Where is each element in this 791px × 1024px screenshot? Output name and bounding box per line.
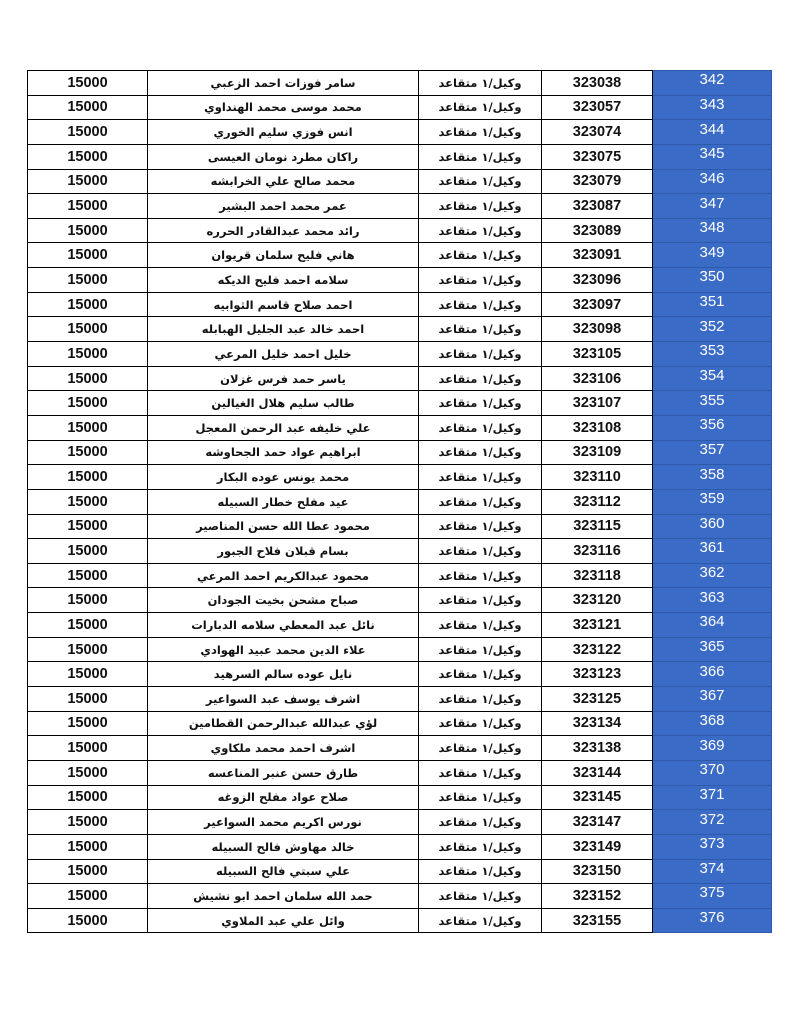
id-number-cell: 323112: [542, 489, 653, 514]
sequence-number-cell: [653, 588, 772, 613]
id-number-cell: 323038: [542, 71, 653, 96]
sequence-number-text: 361: [699, 539, 725, 557]
rank-cell: وكيل/١ متقاعد: [419, 243, 542, 268]
sequence-number-cell: [653, 317, 772, 342]
name-cell: عمر محمد احمد البشير: [148, 194, 419, 219]
name-cell: انس فوزي سليم الخوري: [148, 120, 419, 145]
amount-cell: 15000: [28, 440, 148, 465]
name-cell: راكان مطرد نومان العيسى: [148, 144, 419, 169]
sequence-number-text: 374: [699, 859, 725, 877]
table-row: [28, 859, 772, 884]
sequence-number-text: 344: [699, 120, 725, 138]
rank-cell: وكيل/١ متقاعد: [419, 489, 542, 514]
sequence-number-text: 366: [699, 662, 725, 680]
amount-cell: 15000: [28, 218, 148, 243]
name-cell: اشرف يوسف عبد السواعير: [148, 687, 419, 712]
amount-cell: 15000: [28, 194, 148, 219]
sequence-number-cell: [653, 613, 772, 638]
amount-cell: 15000: [28, 514, 148, 539]
sequence-number-text: 363: [699, 588, 725, 606]
sequence-number-text: 373: [699, 835, 725, 853]
table-body: [28, 71, 772, 933]
rank-cell: وكيل/١ متقاعد: [419, 736, 542, 761]
amount-cell: 15000: [28, 662, 148, 687]
table-row: [28, 711, 772, 736]
id-number-cell: 323096: [542, 268, 653, 293]
amount-cell: 15000: [28, 760, 148, 785]
id-number-cell: 323121: [542, 613, 653, 638]
sequence-number-cell: [653, 637, 772, 662]
sequence-number-text: 353: [699, 342, 725, 360]
id-number-cell: 323098: [542, 317, 653, 342]
name-cell: نايل عوده سالم السرهيد: [148, 662, 419, 687]
sequence-number-text: 349: [699, 243, 725, 261]
table-row: [28, 834, 772, 859]
table-row: [28, 489, 772, 514]
rank-cell: وكيل/١ متقاعد: [419, 908, 542, 933]
sequence-number-cell: [653, 95, 772, 120]
id-number-cell: 323155: [542, 908, 653, 933]
sequence-number-cell: [653, 169, 772, 194]
name-cell: علي سبتي فالح السبيله: [148, 859, 419, 884]
amount-cell: 15000: [28, 884, 148, 909]
rank-cell: وكيل/١ متقاعد: [419, 859, 542, 884]
rank-cell: وكيل/١ متقاعد: [419, 440, 542, 465]
sequence-number-cell: [653, 342, 772, 367]
table-row: [28, 884, 772, 909]
amount-cell: 15000: [28, 415, 148, 440]
rank-cell: وكيل/١ متقاعد: [419, 613, 542, 638]
name-cell: هاني فليح سلمان قريوان: [148, 243, 419, 268]
rank-cell: وكيل/١ متقاعد: [419, 415, 542, 440]
table-row: [28, 760, 772, 785]
sequence-number-text: 359: [699, 490, 725, 508]
id-number-cell: 323145: [542, 785, 653, 810]
id-number-cell: 323089: [542, 218, 653, 243]
sequence-number-cell: [653, 785, 772, 810]
amount-cell: 15000: [28, 539, 148, 564]
sequence-number-cell: [653, 760, 772, 785]
table-row: [28, 292, 772, 317]
id-number-cell: 323074: [542, 120, 653, 145]
sequence-number-text: 375: [699, 884, 725, 902]
amount-cell: 15000: [28, 120, 148, 145]
id-number-cell: 323120: [542, 588, 653, 613]
name-cell: حمد الله سلمان احمد ابو نشيش: [148, 884, 419, 909]
sequence-number-text: 360: [699, 514, 725, 532]
name-cell: ابراهيم عواد حمد الجحاوشه: [148, 440, 419, 465]
id-number-cell: 323108: [542, 415, 653, 440]
rank-cell: وكيل/١ متقاعد: [419, 169, 542, 194]
id-number-cell: 323123: [542, 662, 653, 687]
rank-cell: وكيل/١ متقاعد: [419, 120, 542, 145]
sequence-number-text: 352: [699, 317, 725, 335]
amount-cell: 15000: [28, 465, 148, 490]
sequence-number-cell: [653, 71, 772, 96]
name-cell: محمود عبدالكريم احمد المرعي: [148, 563, 419, 588]
name-cell: سلامه احمد فليح الديكه: [148, 268, 419, 293]
table-row: [28, 637, 772, 662]
sequence-number-cell: [653, 194, 772, 219]
sequence-number-text: 351: [699, 293, 725, 311]
sequence-number-cell: [653, 218, 772, 243]
table-row: [28, 317, 772, 342]
sequence-number-text: 357: [699, 440, 725, 458]
sequence-number-text: 371: [699, 785, 725, 803]
table-row: [28, 613, 772, 638]
name-cell: احمد صلاح قاسم الثوابيه: [148, 292, 419, 317]
rank-cell: وكيل/١ متقاعد: [419, 563, 542, 588]
sequence-number-text: 370: [699, 761, 725, 779]
rank-cell: وكيل/١ متقاعد: [419, 711, 542, 736]
name-cell: طارق حسن عنبر المناعسه: [148, 760, 419, 785]
sequence-number-text: 345: [699, 145, 725, 163]
id-number-cell: 323097: [542, 292, 653, 317]
sequence-number-text: 348: [699, 219, 725, 237]
rank-cell: وكيل/١ متقاعد: [419, 687, 542, 712]
amount-cell: 15000: [28, 342, 148, 367]
id-number-cell: 323075: [542, 144, 653, 169]
table-row: [28, 687, 772, 712]
rank-cell: وكيل/١ متقاعد: [419, 95, 542, 120]
sequence-number-text: 358: [699, 465, 725, 483]
sequence-number-text: 342: [699, 71, 725, 89]
rank-cell: وكيل/١ متقاعد: [419, 292, 542, 317]
name-cell: علي خليفه عبد الرحمن المعجل: [148, 415, 419, 440]
sequence-number-text: 368: [699, 711, 725, 729]
sequence-number-cell: [653, 144, 772, 169]
sequence-number-cell: [653, 539, 772, 564]
amount-cell: 15000: [28, 169, 148, 194]
sequence-number-cell: [653, 120, 772, 145]
sequence-number-text: 347: [699, 194, 725, 212]
amount-cell: 15000: [28, 834, 148, 859]
amount-cell: 15000: [28, 711, 148, 736]
table-row: [28, 169, 772, 194]
amount-cell: 15000: [28, 736, 148, 761]
id-number-cell: 323106: [542, 366, 653, 391]
sequence-number-cell: [653, 736, 772, 761]
table-row: [28, 588, 772, 613]
id-number-cell: 323138: [542, 736, 653, 761]
table-row: [28, 144, 772, 169]
table-row: [28, 342, 772, 367]
table-row: [28, 268, 772, 293]
rank-cell: وكيل/١ متقاعد: [419, 810, 542, 835]
table-row: [28, 71, 772, 96]
name-cell: نائل عبد المعطي سلامه الدبارات: [148, 613, 419, 638]
rank-cell: وكيل/١ متقاعد: [419, 834, 542, 859]
amount-cell: 15000: [28, 613, 148, 638]
sequence-number-text: 376: [699, 909, 725, 927]
sequence-number-text: 372: [699, 810, 725, 828]
rank-cell: وكيل/١ متقاعد: [419, 637, 542, 662]
id-number-cell: 323105: [542, 342, 653, 367]
id-number-cell: 323144: [542, 760, 653, 785]
name-cell: محمد موسى محمد الهنداوي: [148, 95, 419, 120]
payment-table: [27, 70, 772, 933]
table-row: [28, 440, 772, 465]
amount-cell: 15000: [28, 908, 148, 933]
id-number-cell: 323118: [542, 563, 653, 588]
id-number-cell: 323125: [542, 687, 653, 712]
name-cell: محمد صالح علي الخرابشه: [148, 169, 419, 194]
id-number-cell: 323149: [542, 834, 653, 859]
rank-cell: وكيل/١ متقاعد: [419, 539, 542, 564]
table-row: [28, 908, 772, 933]
amount-cell: 15000: [28, 95, 148, 120]
table-row: [28, 391, 772, 416]
name-cell: رائد محمد عبدالقادر الحرره: [148, 218, 419, 243]
rank-cell: وكيل/١ متقاعد: [419, 71, 542, 96]
amount-cell: 15000: [28, 317, 148, 342]
sequence-number-text: 354: [699, 367, 725, 384]
id-number-cell: 323116: [542, 539, 653, 564]
rank-cell: وكيل/١ متقاعد: [419, 785, 542, 810]
sequence-number-cell: [653, 908, 772, 933]
amount-cell: 15000: [28, 785, 148, 810]
name-cell: صلاح عواد مفلح الزوغه: [148, 785, 419, 810]
name-cell: محمود عطا الله حسن المناصير: [148, 514, 419, 539]
sequence-number-cell: [653, 859, 772, 884]
name-cell: علاء الدين محمد عبيد الهوادي: [148, 637, 419, 662]
id-number-cell: 323122: [542, 637, 653, 662]
amount-cell: 15000: [28, 391, 148, 416]
sequence-number-cell: [653, 440, 772, 465]
sequence-number-text: 356: [699, 416, 725, 434]
rank-cell: وكيل/١ متقاعد: [419, 268, 542, 293]
id-number-cell: 323087: [542, 194, 653, 219]
name-cell: سامر فوزات احمد الزعبي: [148, 71, 419, 96]
rank-cell: وكيل/١ متقاعد: [419, 144, 542, 169]
amount-cell: 15000: [28, 366, 148, 391]
rank-cell: وكيل/١ متقاعد: [419, 218, 542, 243]
sequence-number-cell: [653, 465, 772, 490]
sequence-number-text: 343: [699, 95, 725, 113]
id-number-cell: 323115: [542, 514, 653, 539]
amount-cell: 15000: [28, 268, 148, 293]
sequence-number-text: 365: [699, 638, 725, 656]
sequence-number-cell: [653, 884, 772, 909]
id-number-cell: 323134: [542, 711, 653, 736]
rank-cell: وكيل/١ متقاعد: [419, 317, 542, 342]
rank-cell: وكيل/١ متقاعد: [419, 342, 542, 367]
name-cell: عيد مفلح خطار السبيله: [148, 489, 419, 514]
table-row: [28, 120, 772, 145]
sequence-number-cell: [653, 662, 772, 687]
sequence-number-cell: [653, 687, 772, 712]
sequence-number-cell: [653, 711, 772, 736]
amount-cell: 15000: [28, 810, 148, 835]
sequence-number-cell: [653, 415, 772, 440]
table-row: [28, 662, 772, 687]
amount-cell: 15000: [28, 144, 148, 169]
rank-cell: وكيل/١ متقاعد: [419, 366, 542, 391]
amount-cell: 15000: [28, 637, 148, 662]
name-cell: بسام قبلان فلاح الجبور: [148, 539, 419, 564]
sequence-number-text: 367: [699, 687, 725, 705]
name-cell: لؤي عبدالله عبدالرحمن القطامين: [148, 711, 419, 736]
id-number-cell: 323110: [542, 465, 653, 490]
table-row: [28, 785, 772, 810]
name-cell: طالب سليم هلال الغيالين: [148, 391, 419, 416]
table-row: [28, 415, 772, 440]
rank-cell: وكيل/١ متقاعد: [419, 391, 542, 416]
amount-cell: 15000: [28, 588, 148, 613]
amount-cell: 15000: [28, 243, 148, 268]
name-cell: خليل احمد خليل المرعي: [148, 342, 419, 367]
id-number-cell: 323150: [542, 859, 653, 884]
table-row: [28, 194, 772, 219]
rank-cell: وكيل/١ متقاعد: [419, 465, 542, 490]
sequence-number-cell: [653, 834, 772, 859]
name-cell: خالد مهاوش فالح السبيله: [148, 834, 419, 859]
rank-cell: وكيل/١ متقاعد: [419, 194, 542, 219]
table-row: [28, 366, 772, 391]
rank-cell: وكيل/١ متقاعد: [419, 662, 542, 687]
table-row: [28, 810, 772, 835]
amount-cell: 15000: [28, 292, 148, 317]
sequence-number-cell: [653, 514, 772, 539]
rank-cell: وكيل/١ متقاعد: [419, 884, 542, 909]
id-number-cell: 323079: [542, 169, 653, 194]
amount-cell: 15000: [28, 859, 148, 884]
sequence-number-text: 355: [699, 391, 725, 409]
sequence-number-cell: [653, 268, 772, 293]
name-cell: محمد يونس عوده البكار: [148, 465, 419, 490]
rank-cell: وكيل/١ متقاعد: [419, 588, 542, 613]
sequence-number-text: 364: [699, 613, 725, 631]
id-number-cell: 323152: [542, 884, 653, 909]
name-cell: ياسر حمد فرس غزلان: [148, 366, 419, 391]
sequence-number-text: 362: [699, 564, 725, 582]
table-row: [28, 243, 772, 268]
sequence-number-text: 346: [699, 169, 725, 187]
sequence-number-cell: [653, 810, 772, 835]
name-cell: صباح مشحن بخيت الجودان: [148, 588, 419, 613]
name-cell: نورس اكريم محمد السواعير: [148, 810, 419, 835]
name-cell: احمد خالد عبد الجليل الهبابله: [148, 317, 419, 342]
amount-cell: 15000: [28, 489, 148, 514]
sequence-number-cell: [653, 366, 772, 391]
sequence-number-cell: [653, 391, 772, 416]
table-row: [28, 95, 772, 120]
table-row: [28, 736, 772, 761]
table-row: [28, 563, 772, 588]
rank-cell: وكيل/١ متقاعد: [419, 514, 542, 539]
amount-cell: 15000: [28, 71, 148, 96]
table-row: [28, 539, 772, 564]
id-number-cell: 323109: [542, 440, 653, 465]
table-row: [28, 218, 772, 243]
amount-cell: 15000: [28, 563, 148, 588]
sequence-number-text: 350: [699, 268, 725, 286]
rank-cell: وكيل/١ متقاعد: [419, 760, 542, 785]
id-number-cell: 323091: [542, 243, 653, 268]
sequence-number-cell: [653, 292, 772, 317]
table-row: [28, 514, 772, 539]
sequence-number-cell: [653, 489, 772, 514]
table-row: [28, 465, 772, 490]
id-number-cell: 323107: [542, 391, 653, 416]
sequence-number-cell: [653, 243, 772, 268]
amount-cell: 15000: [28, 687, 148, 712]
id-number-cell: 323147: [542, 810, 653, 835]
sequence-number-cell: [653, 563, 772, 588]
id-number-cell: 323057: [542, 95, 653, 120]
name-cell: وائل علي عبد الملاوي: [148, 908, 419, 933]
name-cell: اشرف احمد محمد ملكاوي: [148, 736, 419, 761]
sequence-number-text: 369: [699, 736, 725, 754]
